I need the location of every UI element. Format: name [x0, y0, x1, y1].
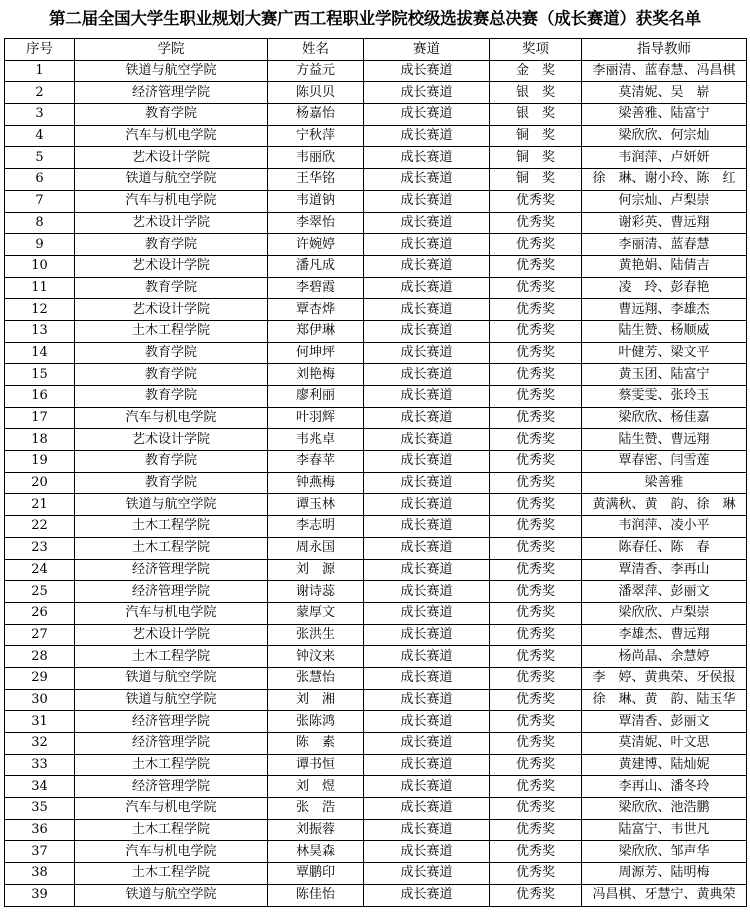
cell-name: 蒙厚文: [268, 602, 364, 624]
cell-name: 王华铭: [268, 169, 364, 191]
cell-track: 成长赛道: [364, 624, 490, 646]
cell-index: 1: [5, 60, 75, 82]
table-row: [5, 863, 747, 885]
cell-name: 宁秋萍: [268, 125, 364, 147]
cell-college: 教育学院: [75, 386, 268, 408]
cell-advisors: 李丽清、蓝春慧: [582, 234, 747, 256]
cell-index: 21: [5, 494, 75, 516]
table-row: [5, 537, 747, 559]
cell-track: 成长赛道: [364, 60, 490, 82]
table-row: [5, 386, 747, 408]
cell-award: 优秀奖: [490, 472, 582, 494]
cell-index: 35: [5, 798, 75, 820]
cell-college: 经济管理学院: [75, 82, 268, 104]
table-row: [5, 169, 747, 191]
cell-name: 刘振蓉: [268, 819, 364, 841]
table-row: [5, 82, 747, 104]
cell-college: 铁道与航空学院: [75, 689, 268, 711]
cell-index: 32: [5, 733, 75, 755]
table-row: [5, 342, 747, 364]
cell-award: 优秀奖: [490, 364, 582, 386]
cell-award: 优秀奖: [490, 320, 582, 342]
cell-name: 覃杏烨: [268, 299, 364, 321]
cell-track: 成长赛道: [364, 516, 490, 538]
cell-award: 优秀奖: [490, 798, 582, 820]
cell-name: 李志明: [268, 516, 364, 538]
cell-name: 潘凡成: [268, 255, 364, 277]
table-row: [5, 472, 747, 494]
cell-college: 汽车与机电学院: [75, 798, 268, 820]
cell-track: 成长赛道: [364, 798, 490, 820]
cell-track: 成长赛道: [364, 104, 490, 126]
cell-college: 汽车与机电学院: [75, 841, 268, 863]
table-row: [5, 147, 747, 169]
cell-track: 成长赛道: [364, 581, 490, 603]
cell-award: 优秀奖: [490, 841, 582, 863]
cell-college: 教育学院: [75, 342, 268, 364]
cell-advisors: 李丽清、蓝春慧、冯昌棋: [582, 60, 747, 82]
cell-name: 叶羽辉: [268, 407, 364, 429]
cell-name: 李翠怡: [268, 212, 364, 234]
cell-college: 经济管理学院: [75, 776, 268, 798]
cell-advisors: 梁善雅: [582, 472, 747, 494]
cell-name: 张陈鸿: [268, 711, 364, 733]
cell-advisors: 韦润萍、凌小平: [582, 516, 747, 538]
cell-index: 23: [5, 537, 75, 559]
cell-index: 27: [5, 624, 75, 646]
cell-advisors: 冯昌棋、牙慧宁、黄典荣: [582, 884, 747, 906]
cell-track: 成长赛道: [364, 147, 490, 169]
cell-index: 13: [5, 320, 75, 342]
cell-name: 刘艳梅: [268, 364, 364, 386]
cell-advisors: 李 婷、黄典荣、牙侯报: [582, 667, 747, 689]
cell-award: 优秀奖: [490, 386, 582, 408]
cell-advisors: 陈春任、陈 春: [582, 537, 747, 559]
cell-college: 艺术设计学院: [75, 299, 268, 321]
cell-college: 汽车与机电学院: [75, 190, 268, 212]
cell-name: 钟汶来: [268, 646, 364, 668]
table-row: [5, 494, 747, 516]
cell-index: 20: [5, 472, 75, 494]
cell-track: 成长赛道: [364, 494, 490, 516]
cell-name: 杨嘉怡: [268, 104, 364, 126]
cell-name: 林昊森: [268, 841, 364, 863]
cell-college: 经济管理学院: [75, 711, 268, 733]
header-advisors: 指导教师: [582, 39, 747, 61]
table-row: [5, 602, 747, 624]
cell-award: 优秀奖: [490, 819, 582, 841]
cell-index: 6: [5, 169, 75, 191]
cell-advisors: 梁欣欣、杨佳嘉: [582, 407, 747, 429]
cell-track: 成长赛道: [364, 884, 490, 906]
cell-college: 教育学院: [75, 277, 268, 299]
cell-name: 张 浩: [268, 798, 364, 820]
cell-index: 37: [5, 841, 75, 863]
table-row: [5, 60, 747, 82]
table-row: [5, 125, 747, 147]
cell-advisors: 莫清妮、吴 崭: [582, 82, 747, 104]
cell-name: 谢诗蕊: [268, 581, 364, 603]
table-row: [5, 212, 747, 234]
cell-award: 优秀奖: [490, 494, 582, 516]
cell-advisors: 徐 琳、黄 韵、陆玉华: [582, 689, 747, 711]
cell-track: 成长赛道: [364, 299, 490, 321]
table-row: [5, 299, 747, 321]
cell-name: 郑伊琳: [268, 320, 364, 342]
cell-award: 优秀奖: [490, 776, 582, 798]
cell-award: 优秀奖: [490, 733, 582, 755]
header-award: 奖项: [490, 39, 582, 61]
cell-index: 12: [5, 299, 75, 321]
cell-track: 成长赛道: [364, 602, 490, 624]
cell-award: 优秀奖: [490, 212, 582, 234]
cell-college: 铁道与航空学院: [75, 169, 268, 191]
cell-track: 成长赛道: [364, 754, 490, 776]
cell-index: 36: [5, 819, 75, 841]
cell-track: 成长赛道: [364, 386, 490, 408]
cell-college: 经济管理学院: [75, 733, 268, 755]
cell-advisors: 黄艳娟、陆倩吉: [582, 255, 747, 277]
cell-award: 银 奖: [490, 104, 582, 126]
cell-college: 铁道与航空学院: [75, 60, 268, 82]
table-row: [5, 234, 747, 256]
cell-index: 7: [5, 190, 75, 212]
cell-track: 成长赛道: [364, 841, 490, 863]
cell-name: 刘 源: [268, 559, 364, 581]
cell-award: 优秀奖: [490, 299, 582, 321]
cell-index: 9: [5, 234, 75, 256]
cell-advisors: 李再山、潘冬玲: [582, 776, 747, 798]
cell-advisors: 周源芳、陆明梅: [582, 863, 747, 885]
cell-award: 金 奖: [490, 60, 582, 82]
cell-track: 成长赛道: [364, 689, 490, 711]
cell-award: 铜 奖: [490, 147, 582, 169]
cell-index: 26: [5, 602, 75, 624]
cell-index: 8: [5, 212, 75, 234]
cell-track: 成长赛道: [364, 320, 490, 342]
cell-advisors: 何宗灿、卢梨崇: [582, 190, 747, 212]
cell-track: 成长赛道: [364, 819, 490, 841]
cell-college: 艺术设计学院: [75, 429, 268, 451]
cell-name: 方益元: [268, 60, 364, 82]
cell-college: 教育学院: [75, 472, 268, 494]
table-row: [5, 429, 747, 451]
cell-name: 李春苹: [268, 451, 364, 473]
cell-index: 30: [5, 689, 75, 711]
table-row: [5, 667, 747, 689]
table-row: [5, 646, 747, 668]
cell-name: 何坤坪: [268, 342, 364, 364]
cell-award: 铜 奖: [490, 169, 582, 191]
cell-track: 成长赛道: [364, 125, 490, 147]
cell-index: 28: [5, 646, 75, 668]
cell-index: 14: [5, 342, 75, 364]
cell-award: 优秀奖: [490, 667, 582, 689]
cell-college: 土木工程学院: [75, 516, 268, 538]
table-row: [5, 581, 747, 603]
table-row: [5, 516, 747, 538]
document-title: 第二届全国大学生职业规划大赛广西工程职业学院校级选拔赛总决赛（成长赛道）获奖名单: [48, 9, 701, 28]
cell-track: 成长赛道: [364, 255, 490, 277]
header-index: 序号: [5, 39, 75, 61]
cell-index: 29: [5, 667, 75, 689]
cell-index: 25: [5, 581, 75, 603]
cell-advisors: 曹远翔、李雄杰: [582, 299, 747, 321]
cell-index: 16: [5, 386, 75, 408]
cell-award: 优秀奖: [490, 407, 582, 429]
cell-name: 张慧怡: [268, 667, 364, 689]
cell-name: 李碧霞: [268, 277, 364, 299]
cell-award: 优秀奖: [490, 646, 582, 668]
cell-advisors: 梁欣欣、卢梨崇: [582, 602, 747, 624]
cell-name: 韦丽欣: [268, 147, 364, 169]
cell-name: 陈佳怡: [268, 884, 364, 906]
cell-advisors: 潘翠萍、彭丽文: [582, 581, 747, 603]
cell-award: 优秀奖: [490, 754, 582, 776]
cell-college: 土木工程学院: [75, 320, 268, 342]
cell-award: 铜 奖: [490, 125, 582, 147]
table-row: [5, 277, 747, 299]
cell-name: 张洪生: [268, 624, 364, 646]
cell-index: 2: [5, 82, 75, 104]
cell-track: 成长赛道: [364, 364, 490, 386]
cell-award: 优秀奖: [490, 277, 582, 299]
header-track: 赛道: [364, 39, 490, 61]
cell-track: 成长赛道: [364, 407, 490, 429]
cell-name: 谭玉林: [268, 494, 364, 516]
table-row: [5, 255, 747, 277]
cell-index: 34: [5, 776, 75, 798]
cell-advisors: 陆富宁、韦世凡: [582, 819, 747, 841]
cell-college: 艺术设计学院: [75, 255, 268, 277]
cell-index: 38: [5, 863, 75, 885]
cell-advisors: 陆生赞、曹远翔: [582, 429, 747, 451]
cell-advisors: 梁欣欣、池浩鹏: [582, 798, 747, 820]
cell-award: 优秀奖: [490, 689, 582, 711]
table-row: [5, 884, 747, 906]
cell-index: 33: [5, 754, 75, 776]
cell-name: 谭书恒: [268, 754, 364, 776]
cell-advisors: 蔡雯雯、张玲玉: [582, 386, 747, 408]
cell-award: 优秀奖: [490, 537, 582, 559]
cell-name: 陈贝贝: [268, 82, 364, 104]
cell-track: 成长赛道: [364, 429, 490, 451]
cell-college: 教育学院: [75, 364, 268, 386]
table-row: [5, 776, 747, 798]
cell-index: 18: [5, 429, 75, 451]
cell-advisors: 梁欣欣、邹声华: [582, 841, 747, 863]
cell-track: 成长赛道: [364, 342, 490, 364]
cell-name: 刘 煜: [268, 776, 364, 798]
cell-advisors: 梁欣欣、何宗灿: [582, 125, 747, 147]
header-name: 姓名: [268, 39, 364, 61]
table-row: [5, 559, 747, 581]
cell-college: 经济管理学院: [75, 581, 268, 603]
cell-advisors: 凌 玲、彭春艳: [582, 277, 747, 299]
cell-award: 银 奖: [490, 82, 582, 104]
cell-track: 成长赛道: [364, 776, 490, 798]
cell-index: 22: [5, 516, 75, 538]
cell-name: 陈 素: [268, 733, 364, 755]
cell-track: 成长赛道: [364, 559, 490, 581]
cell-index: 19: [5, 451, 75, 473]
cell-advisors: 黄满秋、黄 韵、徐 琳: [582, 494, 747, 516]
table-row: [5, 819, 747, 841]
cell-college: 铁道与航空学院: [75, 667, 268, 689]
cell-advisors: 黄建博、陆灿妮: [582, 754, 747, 776]
cell-college: 铁道与航空学院: [75, 884, 268, 906]
cell-index: 31: [5, 711, 75, 733]
table-row: [5, 841, 747, 863]
cell-college: 汽车与机电学院: [75, 407, 268, 429]
cell-index: 10: [5, 255, 75, 277]
cell-college: 艺术设计学院: [75, 147, 268, 169]
cell-advisors: 谢彩英、曹远翔: [582, 212, 747, 234]
table-row: [5, 624, 747, 646]
cell-track: 成长赛道: [364, 169, 490, 191]
cell-advisors: 覃春密、闫雪莲: [582, 451, 747, 473]
cell-award: 优秀奖: [490, 581, 582, 603]
cell-name: 周永国: [268, 537, 364, 559]
table-header-row: [5, 39, 747, 61]
cell-college: 教育学院: [75, 234, 268, 256]
cell-award: 优秀奖: [490, 624, 582, 646]
cell-college: 土木工程学院: [75, 754, 268, 776]
cell-index: 4: [5, 125, 75, 147]
cell-advisors: 黄玉团、陆富宁: [582, 364, 747, 386]
cell-college: 教育学院: [75, 104, 268, 126]
cell-award: 优秀奖: [490, 190, 582, 212]
table-row: [5, 104, 747, 126]
cell-index: 3: [5, 104, 75, 126]
cell-college: 土木工程学院: [75, 819, 268, 841]
cell-track: 成长赛道: [364, 212, 490, 234]
table-row: [5, 451, 747, 473]
cell-track: 成长赛道: [364, 451, 490, 473]
cell-college: 汽车与机电学院: [75, 602, 268, 624]
cell-award: 优秀奖: [490, 863, 582, 885]
cell-name: 廖利丽: [268, 386, 364, 408]
cell-track: 成长赛道: [364, 82, 490, 104]
table-row: [5, 798, 747, 820]
cell-index: 11: [5, 277, 75, 299]
cell-advisors: 叶健芳、梁文平: [582, 342, 747, 364]
cell-index: 15: [5, 364, 75, 386]
cell-award: 优秀奖: [490, 234, 582, 256]
cell-college: 土木工程学院: [75, 537, 268, 559]
cell-award: 优秀奖: [490, 429, 582, 451]
cell-name: 韦道钠: [268, 190, 364, 212]
cell-college: 土木工程学院: [75, 646, 268, 668]
cell-name: 钟燕梅: [268, 472, 364, 494]
cell-college: 艺术设计学院: [75, 212, 268, 234]
table-row: [5, 190, 747, 212]
table-row: [5, 320, 747, 342]
cell-advisors: 覃清香、彭丽文: [582, 711, 747, 733]
table-body: [5, 60, 747, 906]
table-row: [5, 733, 747, 755]
cell-college: 艺术设计学院: [75, 624, 268, 646]
header-college: 学院: [75, 39, 268, 61]
table-row: [5, 754, 747, 776]
cell-advisors: 覃清香、李再山: [582, 559, 747, 581]
cell-award: 优秀奖: [490, 884, 582, 906]
cell-name: 韦兆卓: [268, 429, 364, 451]
cell-college: 汽车与机电学院: [75, 125, 268, 147]
cell-award: 优秀奖: [490, 451, 582, 473]
cell-name: 刘 湘: [268, 689, 364, 711]
cell-index: 24: [5, 559, 75, 581]
table-row: [5, 364, 747, 386]
cell-college: 铁道与航空学院: [75, 494, 268, 516]
cell-college: 经济管理学院: [75, 559, 268, 581]
table-row: [5, 711, 747, 733]
cell-college: 土木工程学院: [75, 863, 268, 885]
cell-advisors: 韦润萍、卢妍妍: [582, 147, 747, 169]
cell-track: 成长赛道: [364, 472, 490, 494]
cell-track: 成长赛道: [364, 863, 490, 885]
cell-college: 教育学院: [75, 451, 268, 473]
cell-track: 成长赛道: [364, 190, 490, 212]
cell-award: 优秀奖: [490, 342, 582, 364]
cell-track: 成长赛道: [364, 646, 490, 668]
awards-table: [4, 38, 747, 907]
cell-name: 许婉婷: [268, 234, 364, 256]
cell-name: 覃鹏印: [268, 863, 364, 885]
cell-index: 39: [5, 884, 75, 906]
cell-track: 成长赛道: [364, 537, 490, 559]
table-row: [5, 407, 747, 429]
cell-track: 成长赛道: [364, 277, 490, 299]
cell-award: 优秀奖: [490, 255, 582, 277]
cell-advisors: 莫清妮、叶文思: [582, 733, 747, 755]
cell-index: 17: [5, 407, 75, 429]
cell-award: 优秀奖: [490, 516, 582, 538]
cell-index: 5: [5, 147, 75, 169]
cell-advisors: 徐 琳、谢小玲、陈 红: [582, 169, 747, 191]
cell-track: 成长赛道: [364, 667, 490, 689]
cell-award: 优秀奖: [490, 711, 582, 733]
cell-track: 成长赛道: [364, 733, 490, 755]
cell-advisors: 李雄杰、曹远翔: [582, 624, 747, 646]
cell-track: 成长赛道: [364, 711, 490, 733]
cell-award: 优秀奖: [490, 559, 582, 581]
table-row: [5, 689, 747, 711]
cell-advisors: 梁善雅、陆富宁: [582, 104, 747, 126]
cell-award: 优秀奖: [490, 602, 582, 624]
cell-advisors: 杨尚晶、余慧婷: [582, 646, 747, 668]
cell-track: 成长赛道: [364, 234, 490, 256]
cell-advisors: 陆生赞、杨顺威: [582, 320, 747, 342]
